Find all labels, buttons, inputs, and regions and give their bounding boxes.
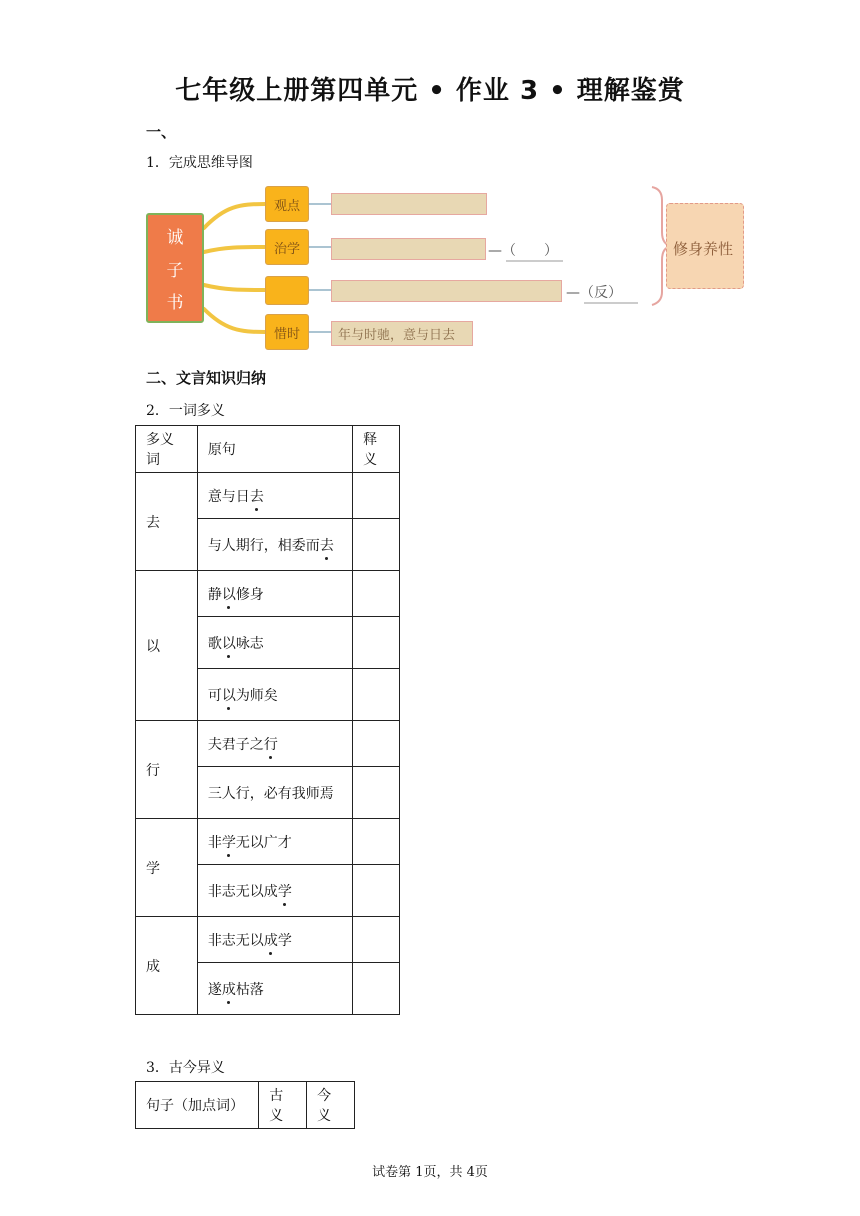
sentence-cell: 歌以咏志 — [197, 617, 352, 669]
sentence-cell: 可以为师矣 — [197, 669, 352, 721]
meaning-input[interactable] — [353, 819, 400, 865]
node-time: 惜时 — [265, 314, 309, 350]
connector-1 — [204, 204, 265, 228]
sentence-cell: 与人期行，相委而去 — [197, 519, 352, 571]
dotted-word: 学 — [278, 881, 292, 901]
polysemy-word: 成 — [136, 917, 198, 1015]
paren-study: —（ ） — [488, 243, 558, 259]
meaning-input[interactable] — [353, 669, 400, 721]
dotted-word: 以 — [222, 685, 236, 705]
answer-bar-blank[interactable] — [331, 280, 562, 302]
dotted-word: 去 — [320, 535, 334, 555]
sentence-cell: 静以修身 — [197, 571, 352, 617]
dotted-word: 去 — [250, 486, 264, 506]
table-row — [136, 473, 400, 519]
meaning-input[interactable] — [353, 963, 400, 1015]
mind-map-result: 修身养性 — [666, 203, 744, 289]
question-3-label: 3．古今异义 — [146, 1060, 225, 1076]
meaning-input[interactable] — [353, 617, 400, 669]
polysemy-word: 以 — [136, 571, 198, 721]
table-row — [136, 721, 400, 767]
node-viewpoint: 观点 — [265, 186, 309, 222]
sentence-cell: 夫君子之行 — [197, 721, 352, 767]
meaning-input[interactable] — [353, 721, 400, 767]
page-title: 七年级上册第四单元 • 作业 3 • 理解鉴赏 — [175, 76, 685, 106]
connector-2 — [204, 247, 265, 252]
table-header-row — [136, 1082, 355, 1129]
dotted-word: 成 — [264, 930, 278, 950]
node-study: 治学 — [265, 229, 309, 265]
table-row — [136, 571, 400, 617]
question-1-label: 1．完成思维导图 — [146, 155, 253, 171]
polysemy-word: 行 — [136, 721, 198, 819]
header-sentence: 句子（加点词） — [136, 1082, 259, 1129]
table-row — [136, 917, 400, 963]
polysemy-word: 去 — [136, 473, 198, 571]
dotted-word: 行 — [264, 734, 278, 754]
meaning-input[interactable] — [353, 571, 400, 617]
dotted-word: 以 — [222, 633, 236, 653]
meaning-input[interactable] — [353, 917, 400, 963]
meaning-input[interactable] — [353, 519, 400, 571]
node-blank[interactable] — [265, 276, 309, 305]
polysemy-word: 学 — [136, 819, 198, 917]
sentence-cell: 非学无以广才 — [197, 819, 352, 865]
polysemy-table — [135, 425, 400, 1015]
connector-3 — [204, 285, 265, 290]
header-modern-meaning: 今义 — [307, 1082, 355, 1129]
dotted-word: 学 — [222, 832, 236, 852]
mind-map-root: 诚 子 书 — [146, 213, 204, 323]
sentence-cell: 意与日去 — [197, 473, 352, 519]
answer-bar-study[interactable] — [331, 238, 486, 260]
header-ancient-meaning: 古义 — [259, 1082, 307, 1129]
answer-bar-time: 年与时驰，意与日去 — [331, 321, 473, 346]
section-2-heading: 二、文言知识归纳 — [146, 369, 267, 387]
dotted-word: 成 — [222, 979, 236, 999]
sentence-cell: 遂成枯落 — [197, 963, 352, 1015]
meaning-input[interactable] — [353, 767, 400, 819]
sentence-cell: 非志无以成学 — [197, 917, 352, 963]
table-header-row — [136, 426, 400, 473]
meaning-input[interactable] — [353, 865, 400, 917]
dotted-word: 以 — [222, 584, 236, 604]
sentence-cell: 非志无以成学 — [197, 865, 352, 917]
question-2-label: 2．一词多义 — [146, 403, 225, 419]
table-row — [136, 819, 400, 865]
answer-bar-viewpoint[interactable] — [331, 193, 487, 215]
sentence-cell: 三人行，必有我师焉 — [197, 767, 352, 819]
paren-opposite: —（反） — [566, 285, 622, 301]
header-sentence: 原句 — [197, 426, 352, 473]
meaning-input[interactable] — [353, 473, 400, 519]
header-word: 多义词 — [136, 426, 198, 473]
section-1-heading: 一、 — [146, 123, 177, 141]
header-meaning: 释义 — [353, 426, 400, 473]
page-footer: 试卷第 1页，共 4页 — [372, 1165, 488, 1180]
connector-4 — [204, 309, 265, 332]
archaic-meaning-table — [135, 1081, 355, 1129]
